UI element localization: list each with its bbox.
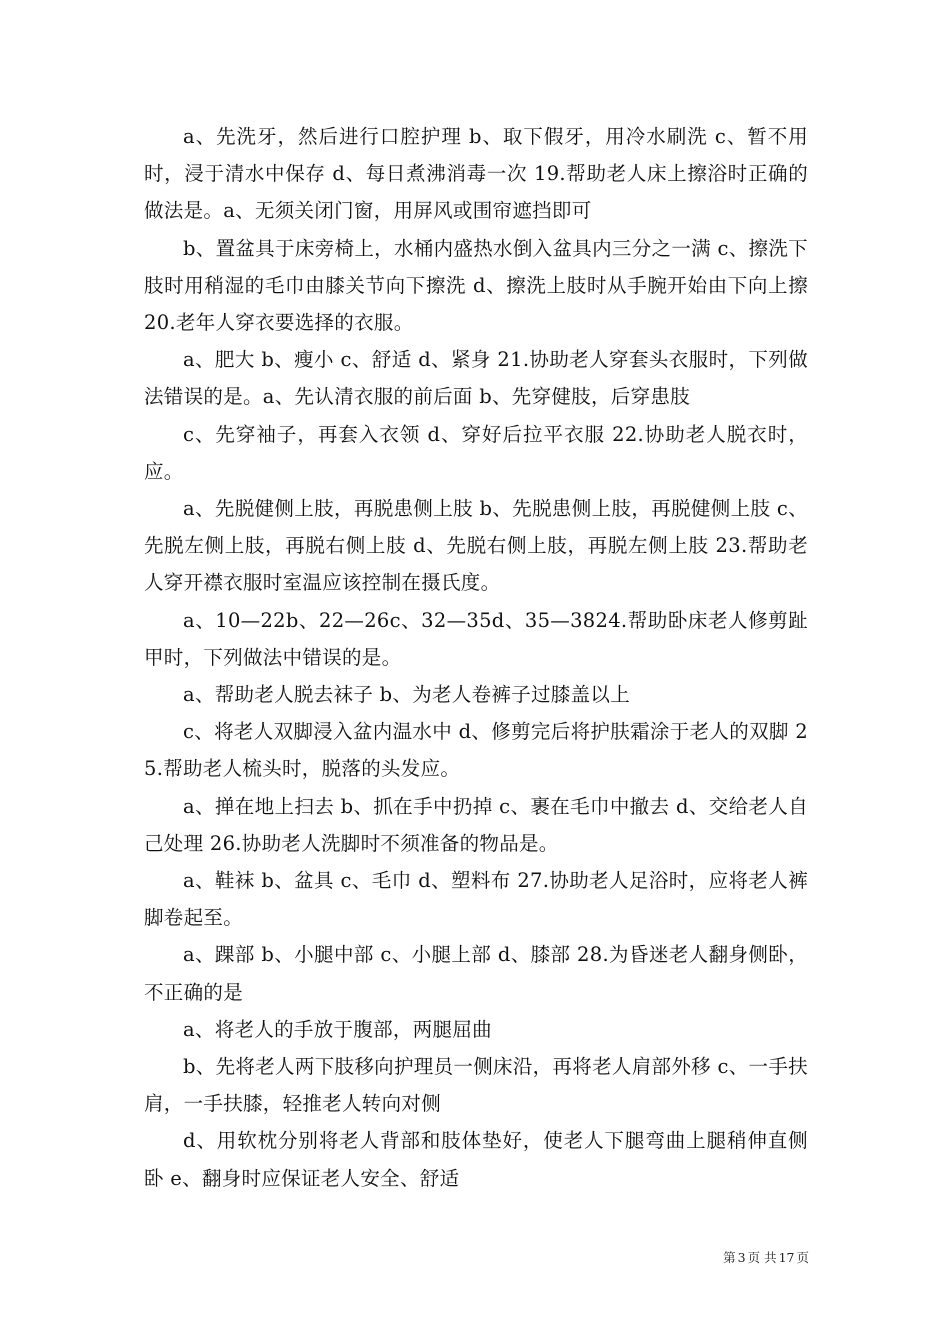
paragraph: b、置盆具于床旁椅上，水桶内盛热水倒入盆具内三分之一满 c、擦洗下肢时用稍湿的毛巾由膝关节向下擦洗 d、擦洗上肢时从手腕开始由下向上擦 20.老年人穿衣要选择的衣服。 — [144, 236, 808, 335]
paragraph: a、10—22b、22—26c、32—35d、35—3824.帮助卧床老人修剪趾甲时，下列做法中错误的是。 — [144, 608, 808, 669]
footer-current-page: 3 — [737, 1250, 746, 1265]
paragraph: a、将老人的手放于腹部，两腿屈曲 — [183, 1017, 492, 1041]
paragraph: a、踝部 b、小腿中部 c、小腿上部 d、膝部 28.为昏迷老人翻身侧卧，不正确的是 — [144, 943, 808, 1004]
paragraph: c、将老人双脚浸入盆内温水中 d、修剪完后将护肤霜涂于老人的双脚 25.帮助老人梳头时，脱落的头发应。 — [144, 720, 808, 781]
footer-suffix: 页 — [796, 1250, 809, 1265]
body-text — [144, 118, 808, 1197]
paragraph: a、先脱健侧上肢，再脱患侧上肢 b、先脱患侧上肢，再脱健侧上肢 c、先脱左侧上肢，再脱右侧上肢 d、先脱右侧上肢，再脱左侧上肢 23.帮助老人穿开襟衣服时室温应该控制在摄氏度。 — [144, 497, 808, 595]
paragraph: a、掸在地上扫去 b、抓在手中扔掉 c、裹在毛巾中撤去 d、交给老人自己处理 26.协助老人洗脚时不须准备的物品是。 — [144, 794, 808, 855]
paragraph: a、鞋袜 b、盆具 c、毛巾 d、塑料布 27.协助老人足浴时，应将老人裤脚卷起至。 — [144, 869, 808, 930]
page-number-footer — [700, 1248, 810, 1266]
footer-total-pages: 17 — [778, 1250, 795, 1265]
paragraph: a、肥大 b、瘦小 c、舒适 d、紧身 21.协助老人穿套头衣服时，下列做法错误的是。a、先认清衣服的前后面 b、先穿健肢，后穿患肢 — [144, 348, 808, 409]
footer-prefix: 第 — [723, 1250, 736, 1265]
paragraph: b、先将老人两下肢移向护理员一侧床沿，再将老人肩部外移 c、一手扶肩，一手扶膝，轻推老人转向对侧 — [144, 1055, 808, 1116]
paragraph: c、先穿袖子，再套入衣领 d、穿好后拉平衣服 22.协助老人脱衣时，应。 — [144, 422, 808, 483]
footer-middle: 页 共 — [747, 1250, 777, 1265]
paragraph: a、先洗牙，然后进行口腔护理 b、取下假牙，用冷水刷洗 c、暂不用时，浸于清水中保存 d、每日煮沸消毒一次 19.帮助老人床上擦浴时正确的做法是。a、无须关闭门窗，用屏风或围帘遮挡即可 — [144, 125, 808, 223]
paragraph: d、用软枕分别将老人背部和肢体垫好，使老人下腿弯曲上腿稍伸直侧卧 e、翻身时应保证老人安全、舒适 — [144, 1129, 808, 1190]
paragraph: a、帮助老人脱去袜子 b、为老人卷裤子过膝盖以上 — [183, 683, 631, 707]
